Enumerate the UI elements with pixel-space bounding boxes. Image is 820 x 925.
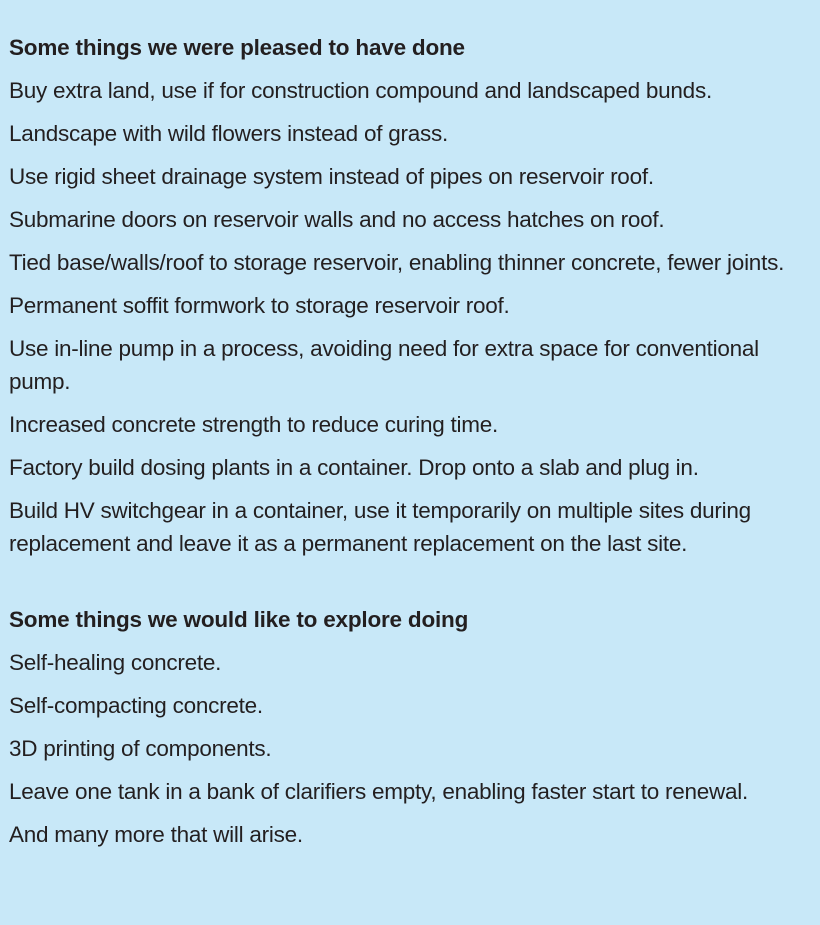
list-item: Increased concrete strength to reduce curing time. — [9, 412, 499, 437]
list-item: Submarine doors on reservoir walls and no access hatches on roof. — [9, 207, 665, 232]
list-item: Self-healing concrete. — [9, 650, 222, 675]
list-item: Landscape with wild flowers instead of grass. — [9, 121, 448, 146]
list-item: Tied base/walls/roof to storage reservoir, enabling thinner concrete, fewer joints. — [9, 250, 785, 275]
list-item: Build HV switchgear in a container, use it temporarily on multiple sites during replacement and leave it as a permanent replacement on the last site. — [9, 498, 751, 556]
section-heading: Some things we would like to explore doing — [9, 607, 469, 632]
list-item: Use rigid sheet drainage system instead of pipes on reservoir roof. — [9, 164, 654, 189]
section-heading: Some things we were pleased to have done — [9, 35, 465, 60]
section-spacer — [9, 570, 812, 603]
list-item: 3D printing of components. — [9, 736, 272, 761]
list-item: Factory build dosing plants in a container. Drop onto a slab and plug in. — [9, 455, 699, 480]
list-item: Use in-line pump in a process, avoiding need for extra space for conventional pump. — [9, 336, 759, 394]
list-item: Permanent soffit formwork to storage reservoir roof. — [9, 293, 510, 318]
list-item: And many more that will arise. — [9, 822, 303, 847]
section-explore — [9, 603, 812, 851]
list-item: Leave one tank in a bank of clarifiers empty, enabling faster start to renewal. — [9, 779, 748, 804]
list-item: Buy extra land, use if for construction compound and landscaped bunds. — [9, 78, 712, 103]
list-item: Self-compacting concrete. — [9, 693, 263, 718]
section-done — [9, 31, 812, 560]
